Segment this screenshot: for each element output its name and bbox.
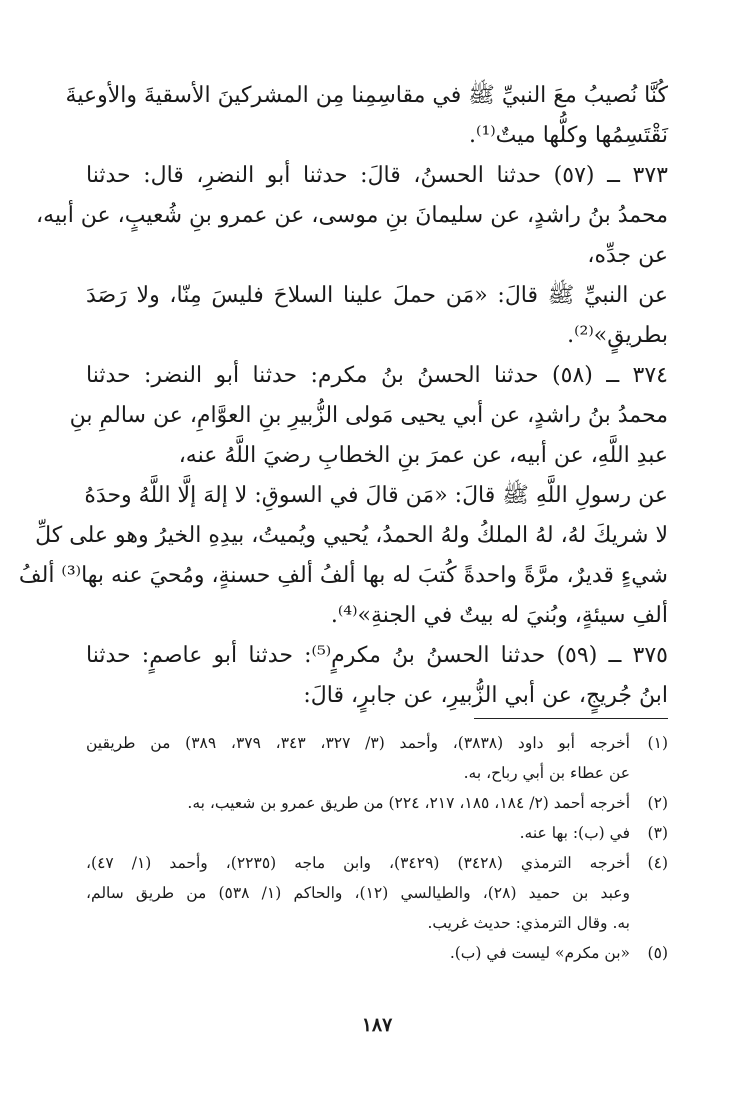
text-line: لا شريكَ لهُ، لهُ الملكُ ولهُ الحمدُ، يُحيي ويُميتُ، بيدِهِ الخيرُ وهو على كلِّ — [35, 523, 668, 548]
text-line: ٣٧٥ ــ (٥٩) حدثنا الحسنُ بنُ مكرمٍ⁽⁵⁾: حدثنا أبو عاصمٍ: حدثنا — [86, 643, 668, 668]
text-line: محمدُ بنُ راشدٍ، عن أبي يحيى مَولى الزُّبيرِ بنِ العوَّامِ، عن سالمِ بنِ — [69, 403, 668, 428]
footnote-number: (٢) — [647, 794, 668, 812]
footnote-text: أخرجه أبو داود (٣٨٣٨)، وأحمد (٣/ ٣٢٧، ٣٤٣، ٣٧٩، ٣٨٩) من طريقين — [86, 734, 630, 752]
text-line: عن النبيِّ ﷺ قالَ: «مَن حملَ علينا السلاحَ فليسَ مِنّا، ولا رَصَدَ — [86, 283, 668, 308]
footnote-text: عن عطاء بن أبي رباح، به. — [463, 764, 630, 782]
footnote-number: (٣) — [647, 824, 668, 842]
text-line: شيءٍ قديرٌ، مرَّةً واحدةً كُتبَ له بها ألفُ ألفِ حسنةٍ، ومُحيَ عنه بها⁽³⁾ ألفُ — [18, 563, 668, 588]
footnote-text: أخرجه أحمد (٢/ ١٨٤، ١٨٥، ٢١٧، ٢٢٤) من طريق عمرو بن شعيب، به. — [187, 794, 630, 812]
footnote-line — [86, 908, 668, 938]
footnote-text: به. وقال الترمذي: حديث غريب. — [427, 914, 630, 932]
text-line: بطريقٍ»⁽²⁾. — [567, 323, 668, 348]
page-number: ١٨٧ — [361, 1014, 393, 1036]
footnote-divider — [474, 718, 668, 719]
footnote-line — [86, 728, 668, 758]
footnote-text: في (ب): بها عنه. — [519, 824, 630, 842]
text-line: عن جدِّه، — [587, 243, 668, 268]
footnote-line — [86, 818, 668, 848]
footnote-line — [86, 878, 668, 908]
text-line: عن رسولِ اللَّهِ ﷺ قالَ: «مَن قالَ في السوقِ: لا إلهَ إلَّا اللَّهُ وحدَهُ — [84, 483, 668, 508]
text-line: ٣٧٤ ــ (٥٨) حدثنا الحسنُ بنُ مكرم: حدثنا أبو النضر: حدثنا — [86, 363, 668, 388]
footnote-text: وعبد بن حميد (٢٨)، والطيالسي (١٢)، والحاكم (١/ ٥٣٨) من طريق سالم، — [86, 884, 631, 902]
footnote-line — [86, 938, 668, 968]
footnote-number: (٤) — [647, 854, 668, 872]
text-line: ألفِ سيئةٍ، وبُنيَ له بيتٌ في الجنةِ»⁽⁴⁾. — [330, 603, 668, 628]
footnote-number: (٥) — [647, 944, 668, 962]
book-page — [18, 62, 668, 1052]
text-line: ابنُ جُريجٍ، عن أبي الزُّبيرِ، عن جابرٍ، قالَ: — [303, 683, 668, 708]
text-line: ٣٧٣ ــ (٥٧) حدثنا الحسنُ، قالَ: حدثنا أبو النضرِ، قال: حدثنا — [86, 163, 668, 188]
text-line: كُنَّا نُصيبُ معَ النبيِّ ﷺ في مقاسِمِنا مِن المشركينَ الأسقيةَ والأوعيةَ — [65, 83, 668, 108]
text-line: نَقْتَسِمُها وكلُّها ميتٌ⁽¹⁾. — [469, 123, 668, 148]
footnote-line — [86, 788, 668, 818]
footnote-text: «بن مكرم» ليست في (ب). — [449, 944, 630, 962]
footnote-number: (١) — [647, 734, 668, 752]
footnote-text: أخرجه الترمذي (٣٤٢٨) (٣٤٢٩)، وابن ماجه (٢٢٣٥)، وأحمد (١/ ٤٧)، — [86, 854, 631, 872]
text-line: عبدِ اللَّهِ، عن أبيه، عن عمرَ بنِ الخطابِ رضيَ اللَّهُ عنه، — [178, 443, 668, 468]
footnote-line — [86, 848, 668, 878]
footnote-line — [86, 758, 668, 788]
text-line: محمدُ بنُ راشدٍ، عن سليمانَ بنِ موسى، عن عمرو بنِ شُعيبٍ، عن أبيه، — [36, 203, 668, 228]
